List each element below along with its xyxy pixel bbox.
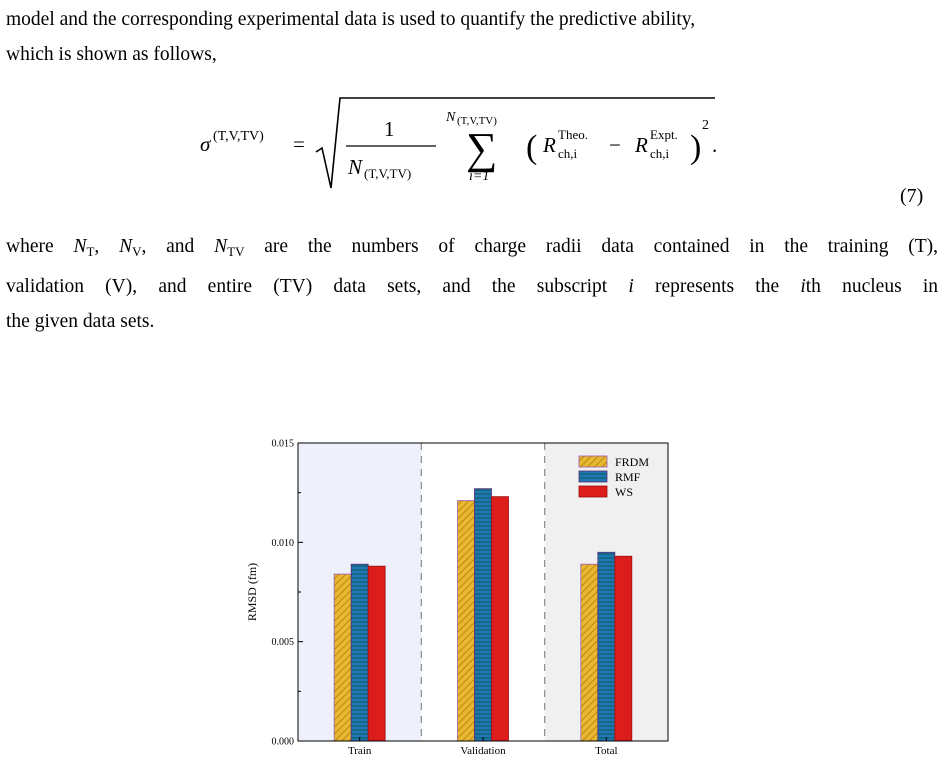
text-line <box>6 229 938 269</box>
word: th nucleus in <box>805 276 939 297</box>
math-N-TV: $N_{TV}$ <box>214 236 245 259</box>
bar-ws-validation <box>492 497 509 741</box>
text-line <box>6 269 938 304</box>
legend-swatch-rmf <box>579 471 607 482</box>
x-tick-label-validation: Validation <box>460 745 506 757</box>
rmsd-bar-chart <box>236 436 676 764</box>
bar-frdm-total <box>581 564 598 741</box>
equation-7 <box>0 96 944 196</box>
text-line: model and the corresponding experimental data is used to quantify the predictive ability, <box>6 9 696 30</box>
math-N-V: $N_V$ <box>119 236 142 259</box>
bar-ws-train <box>368 566 385 741</box>
word: , and <box>141 236 195 257</box>
chart-svg <box>236 436 676 764</box>
y-tick-label: 0.005 <box>271 637 294 649</box>
eq-sum-symbol: ∑ <box>466 124 498 173</box>
math-i: i <box>800 276 806 297</box>
y-tick-label: 0.015 <box>271 438 294 450</box>
bar-rmf-train <box>351 564 368 741</box>
paragraph-intro <box>6 2 938 72</box>
eq-frac-den-sub: (T,V,TV) <box>364 166 412 181</box>
legend-swatch-frdm <box>579 456 607 467</box>
math-N-T: $N_T$ <box>73 236 95 259</box>
y-tick-label: 0.000 <box>271 736 294 748</box>
eq-R1-sub: ch,i <box>558 146 578 161</box>
eq-lparen: ( <box>526 129 538 166</box>
word: validation (V), and entire (TV) data sets, and the subscript <box>6 276 608 297</box>
eq-sum-lower: i=1 <box>469 169 490 184</box>
text-line: the given data sets. <box>6 311 155 332</box>
bar-ws-total <box>615 556 632 741</box>
eq-equals: = <box>293 132 305 156</box>
legend-label-ws: WS <box>615 485 633 499</box>
legend-label-frdm: FRDM <box>615 455 650 469</box>
eq-R2: R <box>635 133 648 157</box>
y-axis-label: RMSD (fm) <box>245 562 259 622</box>
word: are the numbers of charge radii data contained in the training (T), <box>264 236 939 257</box>
x-tick-label-total: Total <box>595 745 618 757</box>
eq-sigma-sup: (T,V,TV) <box>213 129 264 144</box>
word: where <box>6 236 54 257</box>
eq-R1-sup: Theo. <box>558 127 588 142</box>
bar-frdm-train <box>334 574 351 741</box>
y-tick-label: 0.010 <box>271 537 294 549</box>
bar-rmf-validation <box>475 489 492 741</box>
legend-label-rmf: RMF <box>615 470 641 484</box>
eq-rparen: ) <box>690 129 702 166</box>
eq-minus: − <box>609 133 621 157</box>
text-line: which is shown as follows, <box>6 44 217 65</box>
legend-swatch-ws <box>579 486 607 497</box>
eq-sigma: σ <box>200 132 211 156</box>
x-tick-label-train: Train <box>347 745 372 757</box>
eq-period: . <box>712 133 718 157</box>
eq-sum-upper-sub: (T,V,TV) <box>457 115 497 127</box>
eq-R2-sup: Expt. <box>650 127 678 142</box>
word: , <box>94 236 100 257</box>
eq-sum-upper-N: N <box>446 110 456 125</box>
equation-number: (7) <box>900 185 924 207</box>
bar-rmf-total <box>598 552 615 741</box>
eq-frac-num: 1 <box>384 117 395 141</box>
eq-R2-sub: ch,i <box>650 146 670 161</box>
bar-frdm-validation <box>458 501 475 741</box>
eq-power: 2 <box>702 118 709 133</box>
word: represents the <box>655 276 780 297</box>
paragraph-definitions <box>6 229 938 339</box>
eq-frac-den-N: N <box>348 155 363 179</box>
math-i: i <box>628 276 634 297</box>
eq-R1: R <box>543 133 556 157</box>
